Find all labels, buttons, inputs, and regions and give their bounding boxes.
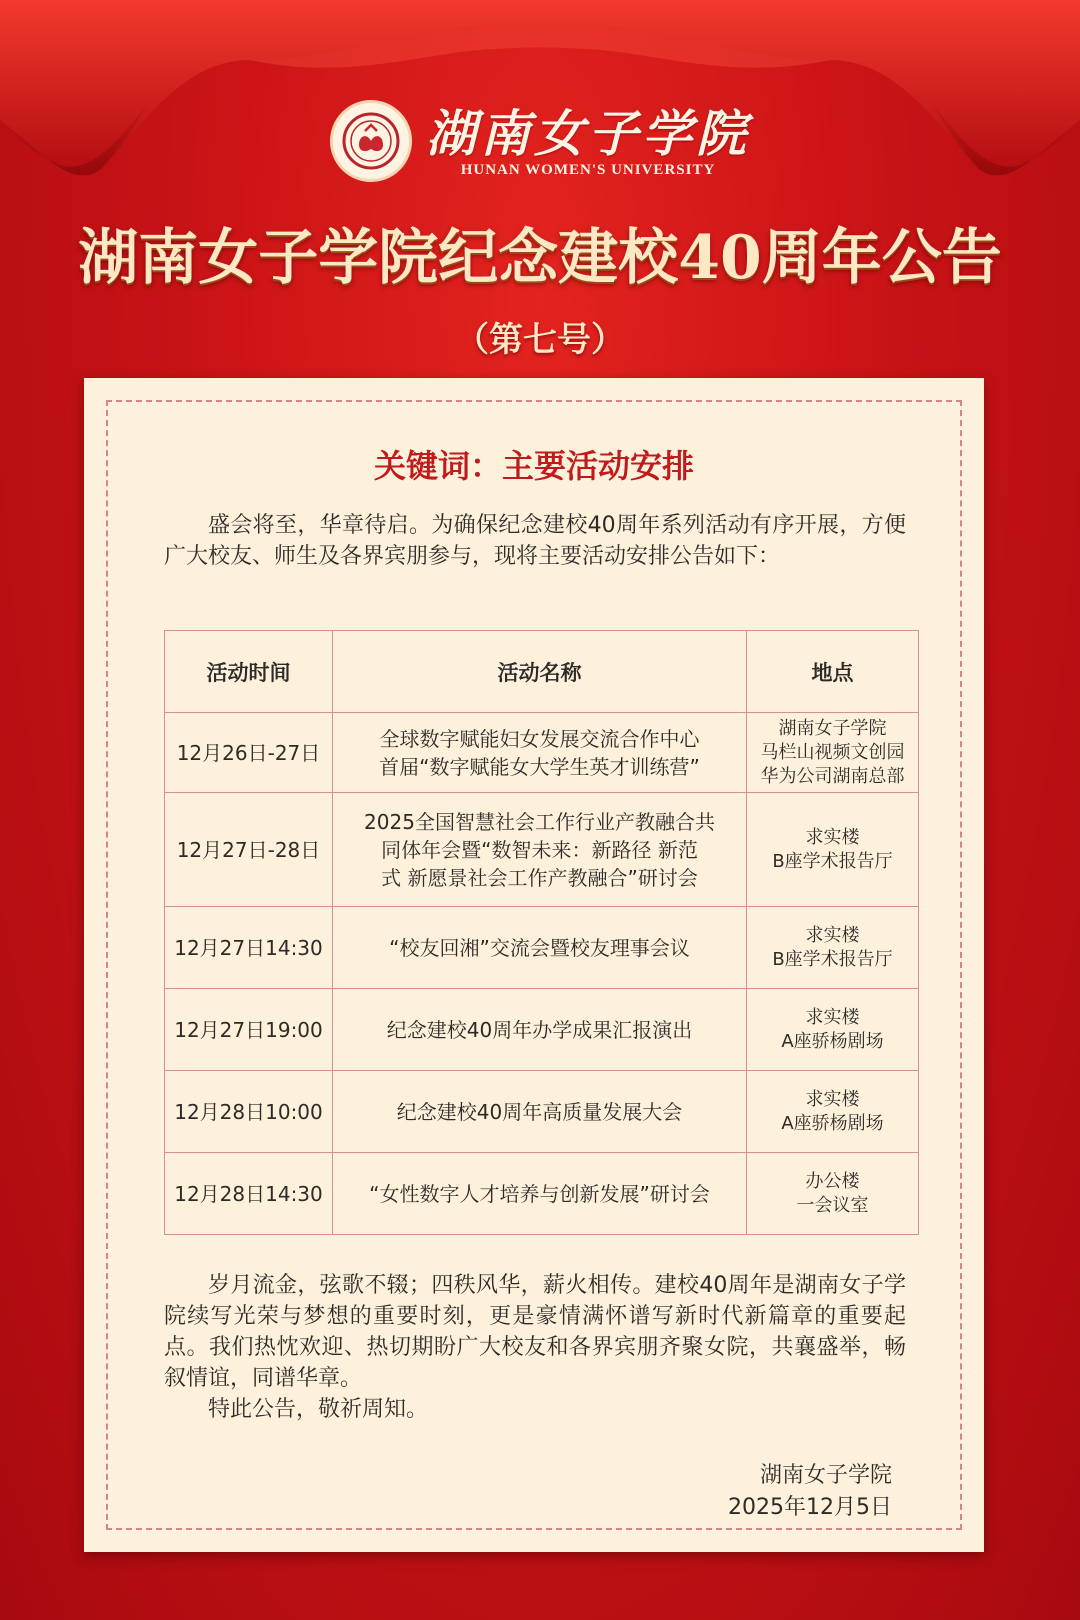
issue-number: （第七号） (455, 320, 625, 360)
activity-time: 12月27日14:30 (165, 907, 333, 989)
activity-name (333, 713, 747, 793)
university-logo (0, 100, 1080, 182)
activity-place-line: 求实楼 (805, 1088, 860, 1110)
intro-paragraph: 盛会将至，华章待启。为确保纪念建校40周年系列活动有序开展，方便广大校友、师生及各界宾朋参与，现将主要活动安排公告如下： (164, 513, 906, 569)
activity-place (747, 907, 919, 989)
activity-place (747, 793, 919, 907)
activity-name-line: 首届“数字赋能女大学生英才训练营” (379, 754, 700, 779)
activity-place-line: 求实楼 (805, 826, 860, 848)
university-seal-icon (330, 100, 412, 182)
table-row (165, 989, 919, 1071)
activity-place-line: 办公楼 (805, 1170, 860, 1192)
activity-name (333, 1153, 747, 1235)
table-row (165, 713, 919, 793)
table-row (165, 907, 919, 989)
activity-place (747, 713, 919, 793)
notice-line: 特此公告，敬祈周知。 (208, 1397, 429, 1422)
activity-name-line: 同体年会暨“数智未来：新路径 新范 (381, 837, 698, 862)
activity-name (333, 1071, 747, 1153)
table-row (165, 793, 919, 907)
activity-place-line: 一会议室 (796, 1194, 869, 1216)
activity-place-line: 求实楼 (805, 1006, 860, 1028)
activity-name-line: “校友回湘”交流会暨校友理事会议 (389, 935, 690, 960)
header-name: 活动名称 (333, 631, 747, 713)
signature-date: 2025年12月5日 (728, 1495, 892, 1520)
activity-name-line: “女性数字人才培养与创新发展”研讨会 (369, 1181, 710, 1206)
activity-schedule-table (164, 630, 919, 1235)
activity-name (333, 907, 747, 989)
activity-time: 12月28日14:30 (165, 1153, 333, 1235)
activity-name-line: 式 新愿景社会工作产教融合”研讨会 (381, 865, 698, 890)
announcement-title: 湖南女子学院纪念建校40周年公告 (78, 223, 1002, 293)
activity-name-line: 纪念建校40周年高质量发展大会 (396, 1099, 683, 1124)
activity-place (747, 1153, 919, 1235)
table-row (165, 1153, 919, 1235)
activity-place-line: 求实楼 (805, 924, 860, 946)
activity-name (333, 793, 747, 907)
activity-name-line: 2025全国智慧社会工作行业产教融合共 (364, 809, 715, 834)
activity-place-line: 湖南女子学院 (778, 717, 887, 739)
logo-chinese-name: 湖南女子学院 (426, 103, 750, 163)
activity-place (747, 1071, 919, 1153)
header-place: 地点 (747, 631, 919, 713)
activity-place (747, 989, 919, 1071)
activity-name-line: 全球数字赋能妇女发展交流合作中心 (379, 726, 700, 751)
signature-org: 湖南女子学院 (759, 1463, 892, 1488)
signature-block (728, 1460, 892, 1524)
announcement-card (84, 378, 984, 1552)
activity-place-line: B座学术报告厅 (772, 850, 893, 872)
header-time: 活动时间 (165, 631, 333, 713)
activity-name-line: 纪念建校40周年办学成果汇报演出 (386, 1017, 693, 1042)
activity-name (333, 989, 747, 1071)
logo-english-name: HUNAN WOMEN'S UNIVERSITY (460, 161, 716, 178)
activity-time: 12月26日-27日 (165, 713, 333, 793)
activity-place-line: A座骄杨剧场 (781, 1030, 884, 1052)
activity-time: 12月27日-28日 (165, 793, 333, 907)
activity-place-line: 华为公司湖南总部 (760, 765, 905, 787)
activity-time: 12月28日10:00 (165, 1071, 333, 1153)
activity-place-line: B座学术报告厅 (772, 948, 893, 970)
activity-place-line: 马栏山视频文创园 (760, 741, 905, 763)
closing-paragraph: 岁月流金，弦歌不辍；四秩风华，薪火相传。建校40周年是湖南女子学院续写光荣与梦想的重要时刻，更是豪情满怀谱写新时代新篇章的重要起点。我们热忱欢迎、热切期盼广大校友和各界宾朋齐聚女院，共襄盛举，畅叙情谊，同谱华章。 (164, 1273, 906, 1391)
activity-time: 12月27日19:00 (165, 989, 333, 1071)
keyword-heading: 关键词：主要活动安排 (373, 447, 694, 485)
table-header-row (165, 631, 919, 713)
activity-place-line: A座骄杨剧场 (781, 1112, 884, 1134)
table-row (165, 1071, 919, 1153)
